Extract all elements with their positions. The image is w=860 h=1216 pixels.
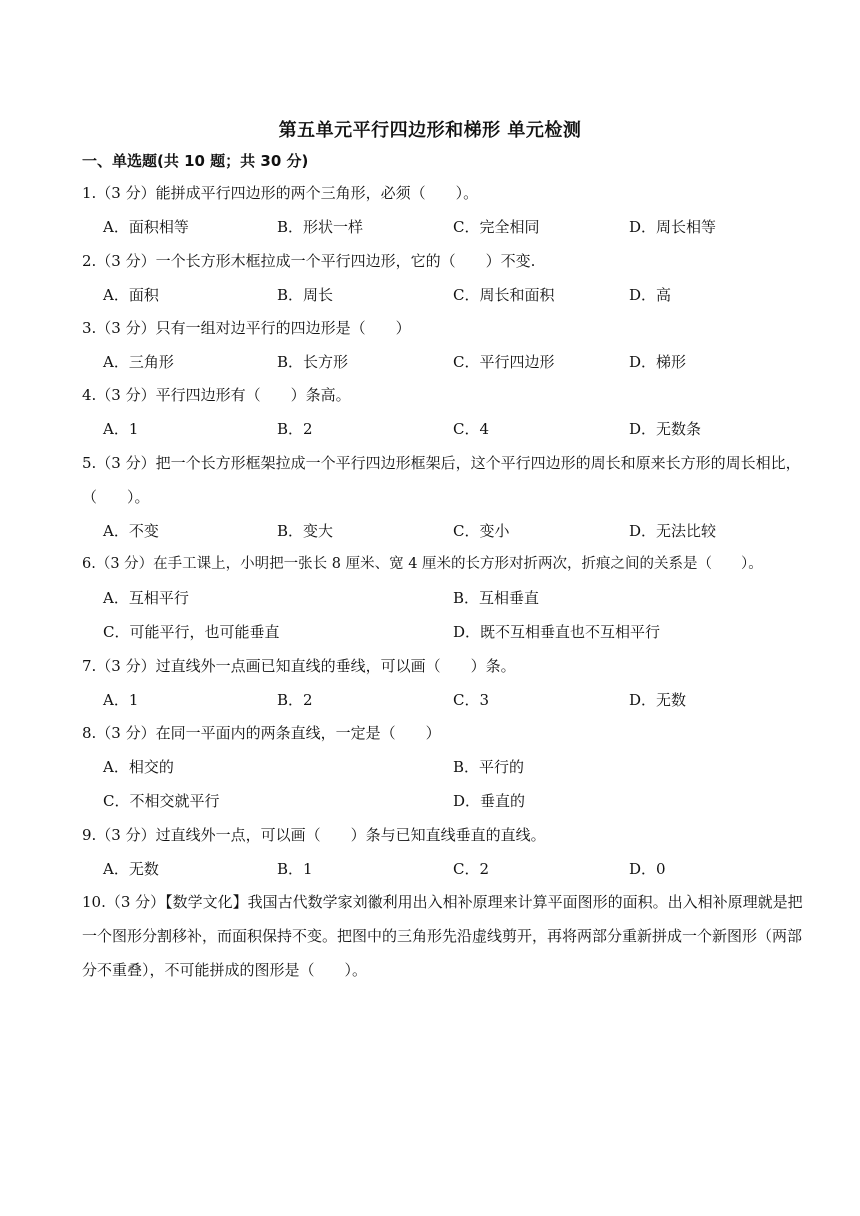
option-c[interactable]: C．平行四边形	[453, 353, 555, 371]
option-b[interactable]: B．周长	[277, 286, 334, 304]
options-7	[103, 683, 808, 717]
options-8-row1	[103, 750, 808, 784]
option-a[interactable]: A．相交的	[103, 758, 174, 776]
option-b[interactable]: B．1	[277, 860, 313, 878]
option-a[interactable]: A．面积相等	[103, 218, 189, 236]
option-c[interactable]: C．周长和面积	[453, 286, 555, 304]
option-a[interactable]: A．三角形	[103, 353, 174, 371]
options-4	[103, 412, 808, 446]
option-d[interactable]: D．高	[629, 286, 672, 304]
option-b[interactable]: B．互相垂直	[453, 589, 540, 607]
option-b[interactable]: B．形状一样	[277, 218, 364, 236]
options-6-row1	[103, 581, 808, 615]
option-c[interactable]: C．4	[453, 420, 490, 438]
option-c[interactable]: C．2	[453, 860, 490, 878]
question-3: 3.（3 分）只有一组对边平行的四边形是（ ）	[82, 319, 411, 337]
question-1: 1.（3 分）能拼成平行四边形的两个三角形，必须（ ）。	[82, 184, 479, 202]
options-3	[103, 345, 808, 379]
options-5	[103, 514, 808, 548]
option-d[interactable]: D．无数条	[629, 420, 702, 438]
section-heading: 一、单选题(共 10 题；共 30 分)	[82, 152, 309, 170]
question-2: 2.（3 分）一个长方形木框拉成一个平行四边形，它的（ ）不变.	[82, 252, 536, 270]
question-9: 9.（3 分）过直线外一点，可以画（ ）条与已知直线垂直的直线。	[82, 826, 546, 844]
options-6-row2	[103, 615, 808, 649]
exam-title: 第五单元平行四边形和梯形 单元检测	[278, 120, 582, 141]
option-d[interactable]: D．无数	[629, 691, 687, 709]
option-a[interactable]: A．无数	[103, 860, 159, 878]
option-d[interactable]: D．梯形	[629, 353, 687, 371]
question-4: 4.（3 分）平行四边形有（ ）条高。	[82, 386, 351, 404]
option-a[interactable]: A．1	[103, 691, 139, 709]
option-d[interactable]: D．垂直的	[453, 792, 526, 810]
question-6: 6.（3 分）在手工课上，小明把一张长 8 厘米、宽 4 厘米的长方形对折两次，折痕之间的关系是（ ）。	[82, 556, 763, 572]
options-8-row2	[103, 784, 808, 818]
question-10: 10.（3 分）【数学文化】我国古代数学家刘徽利用出入相补原理来计算平面图形的面积。出入相补原理就是把一个图形分割移补，而面积保持不变。把图中的三角形先沿虚线剪开，再将两部分重新拼成一个新图形（两部分不重叠），不可能拼成的图形是（ ）。	[82, 893, 803, 979]
options-9	[103, 852, 808, 886]
option-d[interactable]: D．0	[629, 860, 666, 878]
option-d[interactable]: D．无法比较	[629, 522, 717, 540]
question-5: 5.（3 分）把一个长方形框架拉成一个平行四边形框架后，这个平行四边形的周长和原来长方形的周长相比，（ ）。	[82, 454, 801, 506]
option-d[interactable]: D．既不互相垂直也不互相平行	[453, 623, 661, 641]
option-a[interactable]: A．不变	[103, 522, 159, 540]
option-a[interactable]: A．面积	[103, 286, 159, 304]
option-c[interactable]: C．完全相同	[453, 218, 540, 236]
options-2	[103, 278, 808, 312]
option-a[interactable]: A．互相平行	[103, 589, 189, 607]
option-c[interactable]: C．变小	[453, 522, 510, 540]
option-b[interactable]: B．平行的	[453, 758, 525, 776]
option-b[interactable]: B．变大	[277, 522, 334, 540]
option-a[interactable]: A．1	[103, 420, 139, 438]
option-b[interactable]: B．2	[277, 691, 313, 709]
option-c[interactable]: C．不相交就平行	[103, 792, 220, 810]
option-b[interactable]: B．长方形	[277, 353, 349, 371]
question-7: 7.（3 分）过直线外一点画已知直线的垂线，可以画（ ）条。	[82, 657, 516, 675]
option-c[interactable]: C．3	[453, 691, 490, 709]
options-1	[103, 210, 808, 244]
option-d[interactable]: D．周长相等	[629, 218, 717, 236]
question-8: 8.（3 分）在同一平面内的两条直线，一定是（ ）	[82, 724, 441, 742]
option-c[interactable]: C．可能平行，也可能垂直	[103, 623, 280, 641]
option-b[interactable]: B．2	[277, 420, 313, 438]
